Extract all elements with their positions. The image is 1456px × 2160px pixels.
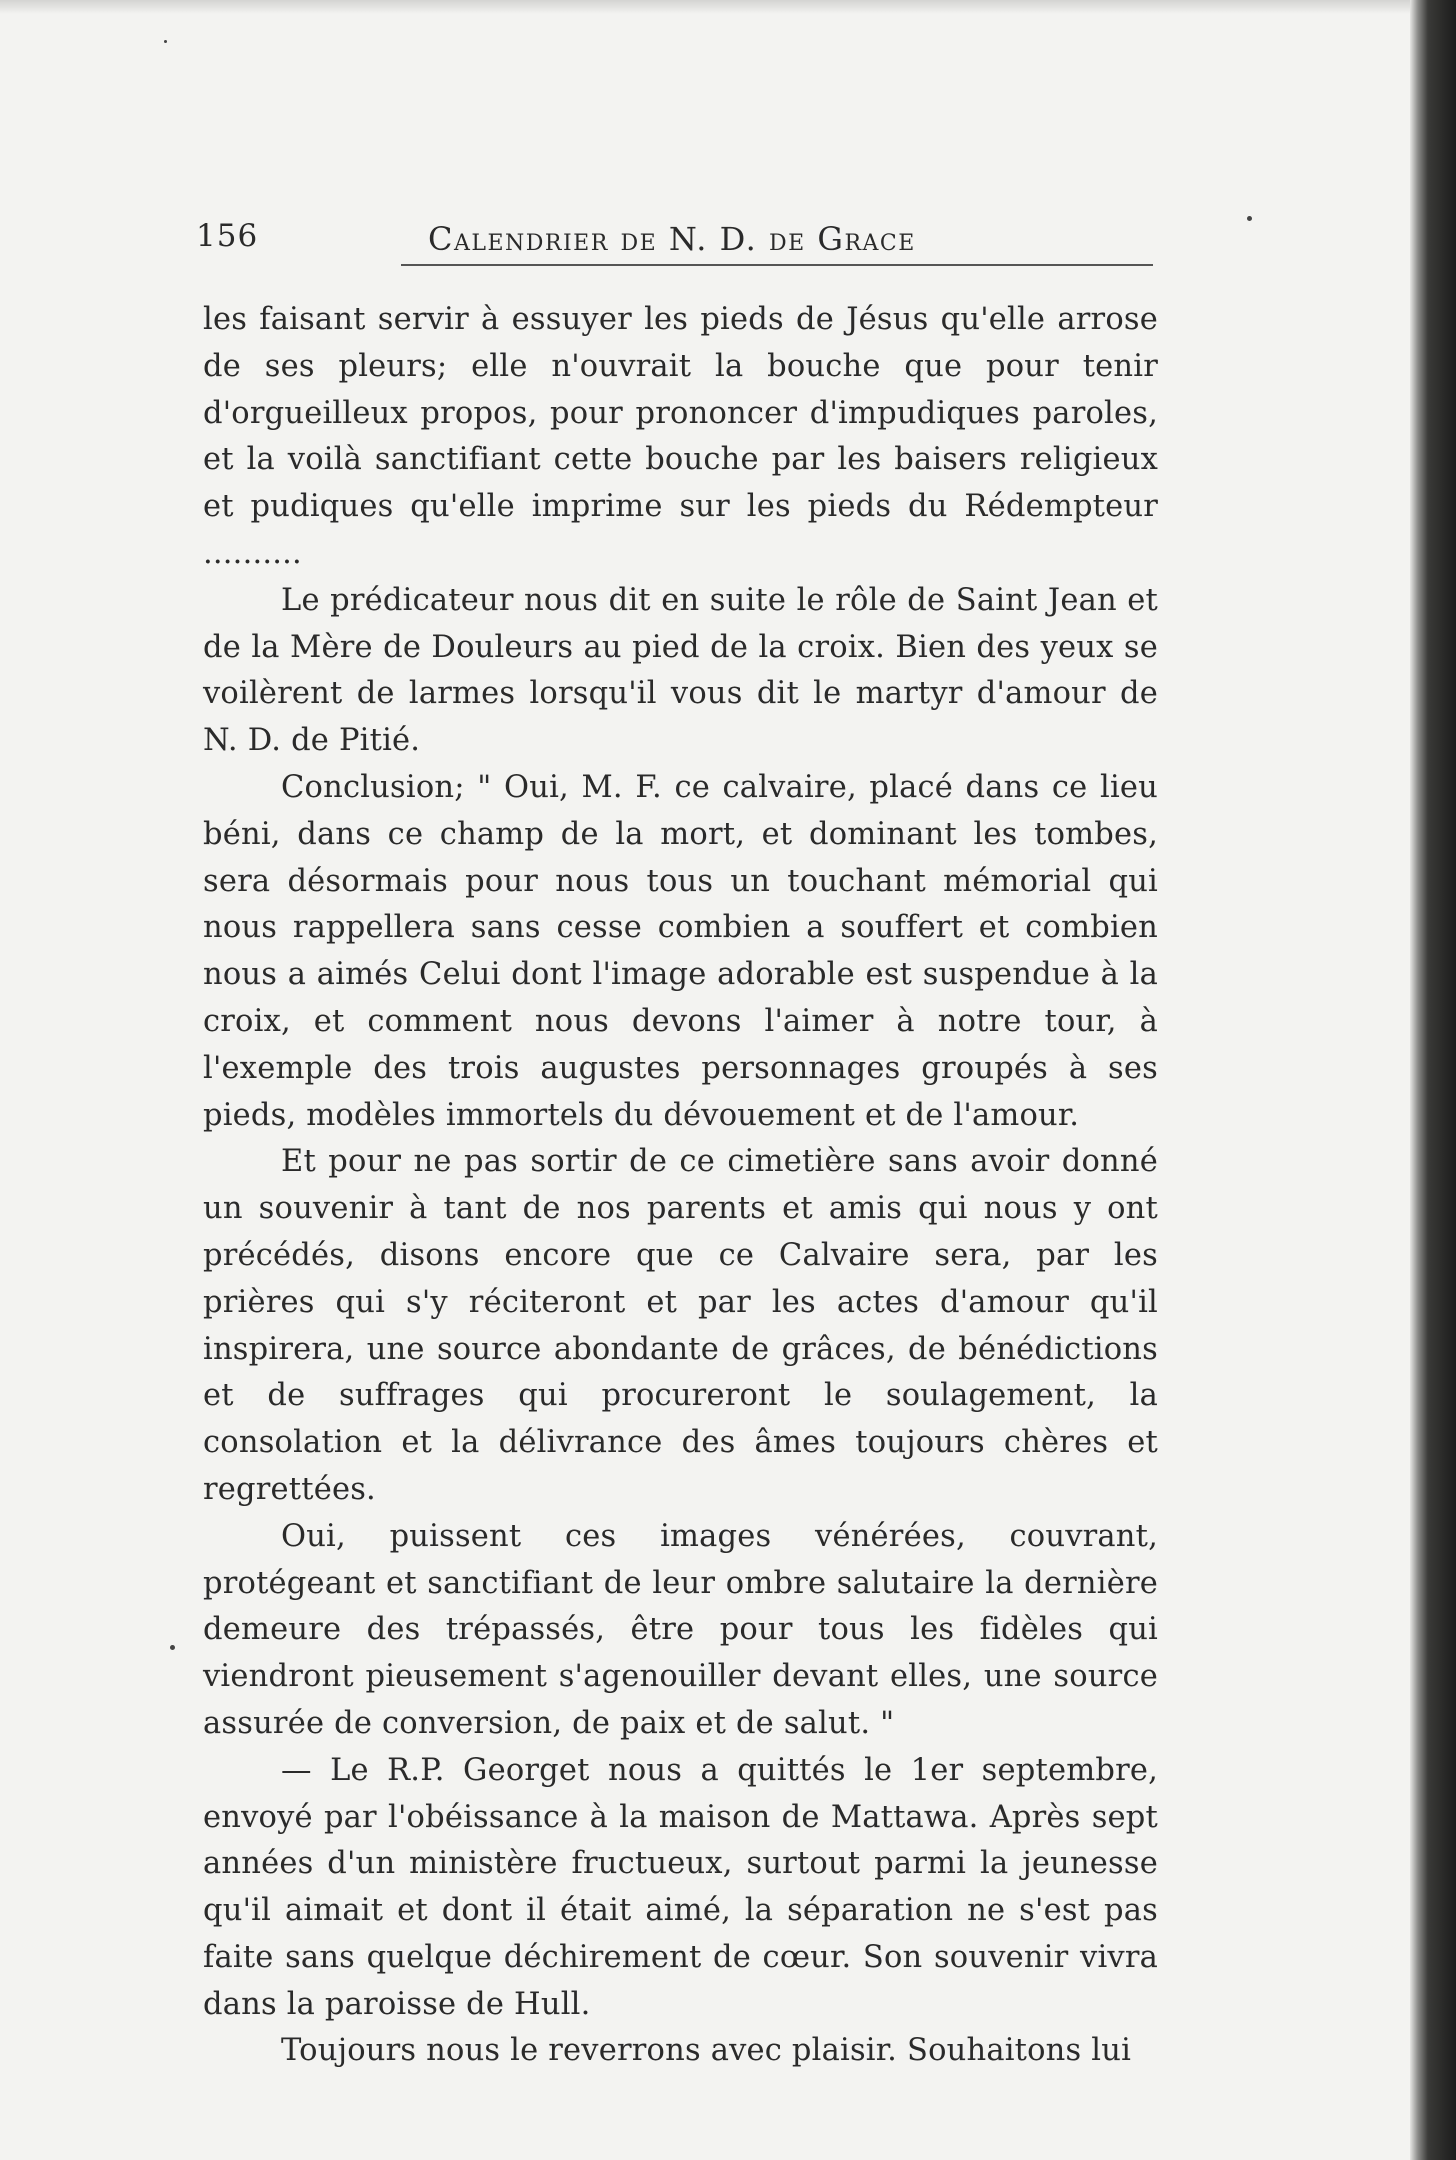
- scan-speck: [1247, 216, 1252, 221]
- scan-right-edge: [1410, 0, 1456, 2160]
- running-head: [196, 218, 1156, 268]
- paragraph: Conclusion; " Oui, M. F. ce calvaire, placé dans ce lieu béni, dans ce champ de la mort, et dominant les tombes, sera désormais pour nous tous un touchant mémorial qui nous rappellera sans cesse combien a souffert et combien nous a aimés Celui dont l'image adorable est suspendue à la croix, et comment nous devons l'aimer à notre tour, à l'exemple des trois augustes personnages groupés à ses pieds, modèles immortels du dévouement et de l'amour.: [203, 769, 1158, 1133]
- paragraph-continued: les faisant servir à essuyer les pieds de Jésus qu'elle arrose de ses pleurs; elle n'ouvrait la bouche que pour tenir d'orgueilleux propos, pour prononcer d'impudiques paroles, et la voilà sanctifiant cette bouche par les baisers religieux et pudiques qu'elle imprime sur les pieds du Rédempteur ..........: [203, 302, 1158, 571]
- paragraph: Le prédicateur nous dit en suite le rôle de Saint Jean et de la Mère de Douleurs au pied de la croix. Bien des yeux se voilèrent de larmes lorsqu'il vous dit le martyr d'amour de N. D. de Pitié.: [203, 582, 1158, 759]
- scan-speck: [164, 40, 167, 43]
- running-title: Calendrier de N. D. de Grace: [428, 220, 916, 258]
- paragraph-last: Toujours nous le reverrons avec plaisir. Souhaitons lui: [281, 2033, 1132, 2069]
- paragraph: Oui, puissent ces images vénérées, couvrant, protégeant et sanctifiant de leur ombre salutaire la dernière demeure des trépassés, être pour tous les fidèles qui viendront pieusement s'agenouiller devant elles, une source assurée de conversion, de paix et de salut. ": [203, 1518, 1158, 1741]
- paragraph: — Le R.P. Georget nous a quittés le 1er septembre, envoyé par l'obéissance à la maison de Mattawa. Après sept années d'un ministère fructueux, surtout parmi la jeunesse qu'il aimait et dont il était aimé, la séparation ne s'est pas faite sans quelque déchirement de cœur. Son souvenir vivra dans la paroisse de Hull.: [203, 1752, 1158, 2022]
- page-number: 156: [196, 218, 259, 254]
- scan-top-edge: [0, 0, 1410, 14]
- scan-speck: [170, 1645, 175, 1650]
- paragraph: Et pour ne pas sortir de ce cimetière sans avoir donné un souvenir à tant de nos parents et amis qui nous y ont précédés, disons encore que ce Calvaire sera, par les prières qui s'y réciteront et par les actes d'amour qu'il inspirera, une source abondante de grâces, de bénédictions et de suffrages qui procureront le soulagement, la consolation et la délivrance des âmes toujours chères et regrettées.: [203, 1144, 1158, 1507]
- body-text: [203, 297, 1158, 2075]
- header-rule: [401, 264, 1153, 266]
